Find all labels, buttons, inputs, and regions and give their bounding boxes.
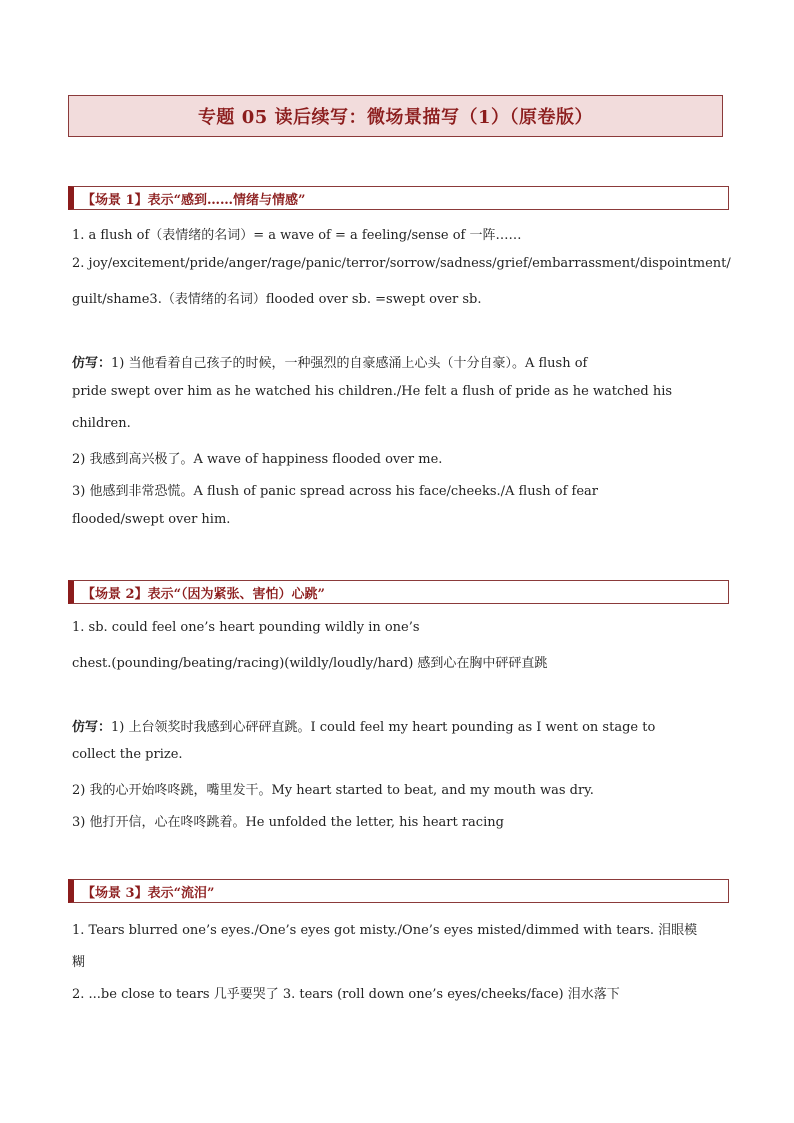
section-header-1 bbox=[68, 186, 729, 210]
section-header-label: 【场景 3】表示“流泪” bbox=[82, 885, 215, 901]
section-header-label: 【场景 2】表示“（因为紧张、害怕）心跳” bbox=[82, 586, 326, 602]
imitation-line: collect the prize. bbox=[72, 747, 183, 762]
list-item: guilt/shame3.（表情绪的名词）flooded over sb. =swept over sb. bbox=[72, 292, 482, 307]
list-item: 2. joy/excitement/pride/anger/rage/panic/terror/sorrow/sadness/grief/embarrassment/dispointment/ bbox=[72, 256, 731, 271]
list-item: chest.(pounding/beating/racing)(wildly/loudly/hard) 感到心在胸中砰砰直跳 bbox=[72, 656, 548, 671]
imitation-label: 仿写： bbox=[72, 356, 112, 371]
imitation-line: 3) 他打开信，心在咚咚跳着。He unfolded the letter, his heart racing bbox=[72, 815, 504, 830]
list-item: 1. a flush of（表情绪的名词）= a wave of = a feeling/sense of 一阵…… bbox=[72, 228, 522, 243]
section-header-2 bbox=[68, 580, 729, 604]
imitation-label: 仿写： bbox=[72, 720, 112, 735]
list-item: 1. Tears blurred one’s eyes./One’s eyes got misty./One’s eyes misted/dimmed with tears. 泪眼模 bbox=[72, 923, 698, 938]
imitation-text: 1) 当他看着自己孩子的时候，一种强烈的自豪感涌上心头（十分自豪）。A flush of bbox=[111, 356, 588, 371]
section-header-label: 【场景 1】表示“感到……情绪与情感” bbox=[82, 192, 306, 208]
title-box bbox=[68, 95, 723, 137]
list-item: 1. sb. could feel one’s heart pounding wildly in one’s bbox=[72, 620, 420, 635]
imitation-line bbox=[72, 716, 655, 735]
imitation-line: flooded/swept over him. bbox=[72, 512, 231, 527]
imitation-line: 2) 我的心开始咚咚跳，嘴里发干。My heart started to beat, and my mouth was dry. bbox=[72, 783, 594, 798]
page-title: 专题 05 读后续写：微场景描写（1）（原卷版） bbox=[197, 107, 594, 128]
imitation-line: 2) 我感到高兴极了。A wave of happiness flooded over me. bbox=[72, 452, 443, 467]
list-item: 糊 bbox=[72, 955, 86, 970]
list-item: 2. ...be close to tears 几乎要哭了 3. tears (roll down one’s eyes/cheeks/face) 泪水落下 bbox=[72, 987, 620, 1002]
imitation-line: pride swept over him as he watched his children./He felt a flush of pride as he watched his bbox=[72, 384, 673, 399]
imitation-line: children. bbox=[72, 416, 131, 431]
imitation-line bbox=[72, 352, 587, 371]
imitation-text: 1) 上台领奖时我感到心砰砰直跳。I could feel my heart pounding as I went on stage to bbox=[111, 720, 656, 735]
imitation-line: 3) 他感到非常恐慌。A flush of panic spread across his face/cheeks./A flush of fear bbox=[72, 484, 598, 499]
section-header-3 bbox=[68, 879, 729, 903]
